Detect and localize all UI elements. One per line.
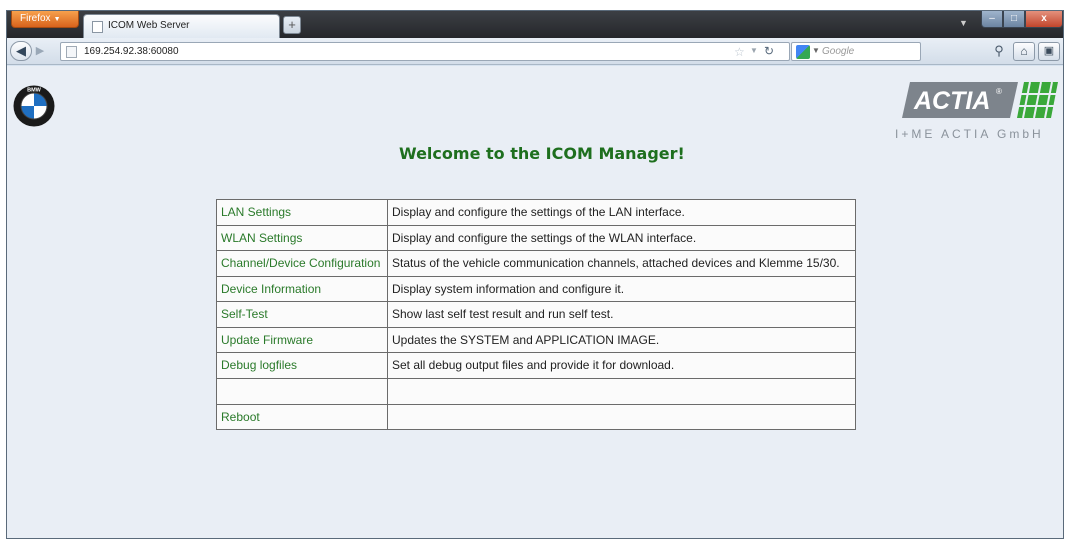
bookmarks-icon: ▣ <box>1043 45 1055 57</box>
title-bar <box>7 11 1063 38</box>
reboot-link[interactable]: Reboot <box>217 404 388 430</box>
site-identity-icon[interactable] <box>66 46 77 58</box>
back-arrow-icon: ◀ <box>16 43 26 58</box>
bmw-logo-letters: BMW <box>27 87 41 94</box>
reload-icon[interactable]: ↻ <box>764 44 775 58</box>
wlan-settings-link[interactable]: WLAN Settings <box>217 225 388 251</box>
browser-tab[interactable] <box>83 14 280 38</box>
table-row <box>217 200 856 226</box>
debug-logfiles-link[interactable]: Debug logfiles <box>217 353 388 379</box>
browser-window <box>6 10 1064 539</box>
page-favicon-icon <box>92 21 103 33</box>
menu-description: Status of the vehicle communication channels, attached devices and Klemme 15/30. <box>388 251 856 277</box>
table-row <box>217 353 856 379</box>
list-all-tabs-icon[interactable]: ▼ <box>959 18 968 28</box>
close-window-button[interactable]: x <box>1025 11 1063 28</box>
home-button[interactable] <box>1013 42 1035 61</box>
lan-settings-link[interactable]: LAN Settings <box>217 200 388 226</box>
minimize-button[interactable]: – <box>981 11 1003 28</box>
manager-menu-table <box>216 199 856 430</box>
table-row <box>217 225 856 251</box>
google-icon[interactable] <box>796 45 810 59</box>
menu-description: Display and configure the settings of the WLAN interface. <box>388 225 856 251</box>
navigation-bar <box>7 38 1063 65</box>
new-tab-button[interactable]: + <box>283 16 301 34</box>
update-firmware-link[interactable]: Update Firmware <box>217 327 388 353</box>
history-dropdown-icon[interactable]: ▼ <box>750 46 758 55</box>
back-button[interactable] <box>10 41 32 61</box>
forward-button[interactable] <box>33 44 47 58</box>
actia-logo <box>900 80 1060 120</box>
menu-description <box>388 404 856 430</box>
actia-subtitle: I+ME ACTIA GmbH <box>895 127 1044 141</box>
firefox-menu-label: Firefox <box>20 13 51 24</box>
url-text[interactable]: 169.254.92.38:60080 <box>84 46 179 57</box>
menu-description: Updates the SYSTEM and APPLICATION IMAGE. <box>388 327 856 353</box>
menu-description: Set all debug output files and provide it for download. <box>388 353 856 379</box>
channel-device-configuration-link[interactable]: Channel/Device Configuration <box>217 251 388 277</box>
empty-cell <box>217 378 388 404</box>
table-row <box>217 251 856 277</box>
search-placeholder: Google <box>822 46 855 57</box>
url-bar[interactable] <box>60 42 790 61</box>
page-title: Welcome to the ICOM Manager! <box>399 144 685 163</box>
empty-table-row <box>217 378 856 404</box>
bookmarks-button[interactable] <box>1038 42 1060 61</box>
search-bar[interactable] <box>791 42 921 61</box>
bookmark-star-icon[interactable]: ☆ <box>734 45 745 59</box>
bmw-logo <box>13 85 55 127</box>
actia-registered-mark: ® <box>996 87 1002 96</box>
maximize-button[interactable]: □ <box>1003 11 1025 28</box>
search-engine-dropdown-icon[interactable]: ▼ <box>812 46 820 55</box>
empty-cell <box>388 378 856 404</box>
home-icon: ⌂ <box>1020 44 1028 58</box>
table-row <box>217 404 856 430</box>
chevron-down-icon: ▼ <box>53 16 61 23</box>
forward-arrow-icon: ▶ <box>35 45 45 57</box>
table-row <box>217 327 856 353</box>
tab-title: ICOM Web Server <box>108 20 190 31</box>
actia-brand-text: ACTIA <box>914 87 991 115</box>
table-row <box>217 276 856 302</box>
search-icon[interactable]: ⚲ <box>994 43 1004 58</box>
self-test-link[interactable]: Self-Test <box>217 302 388 328</box>
table-row <box>217 302 856 328</box>
menu-description: Display and configure the settings of the LAN interface. <box>388 200 856 226</box>
firefox-menu-button[interactable] <box>11 11 79 28</box>
page-content <box>7 66 1063 539</box>
device-information-link[interactable]: Device Information <box>217 276 388 302</box>
menu-description: Show last self test result and run self test. <box>388 302 856 328</box>
menu-description: Display system information and configure it. <box>388 276 856 302</box>
